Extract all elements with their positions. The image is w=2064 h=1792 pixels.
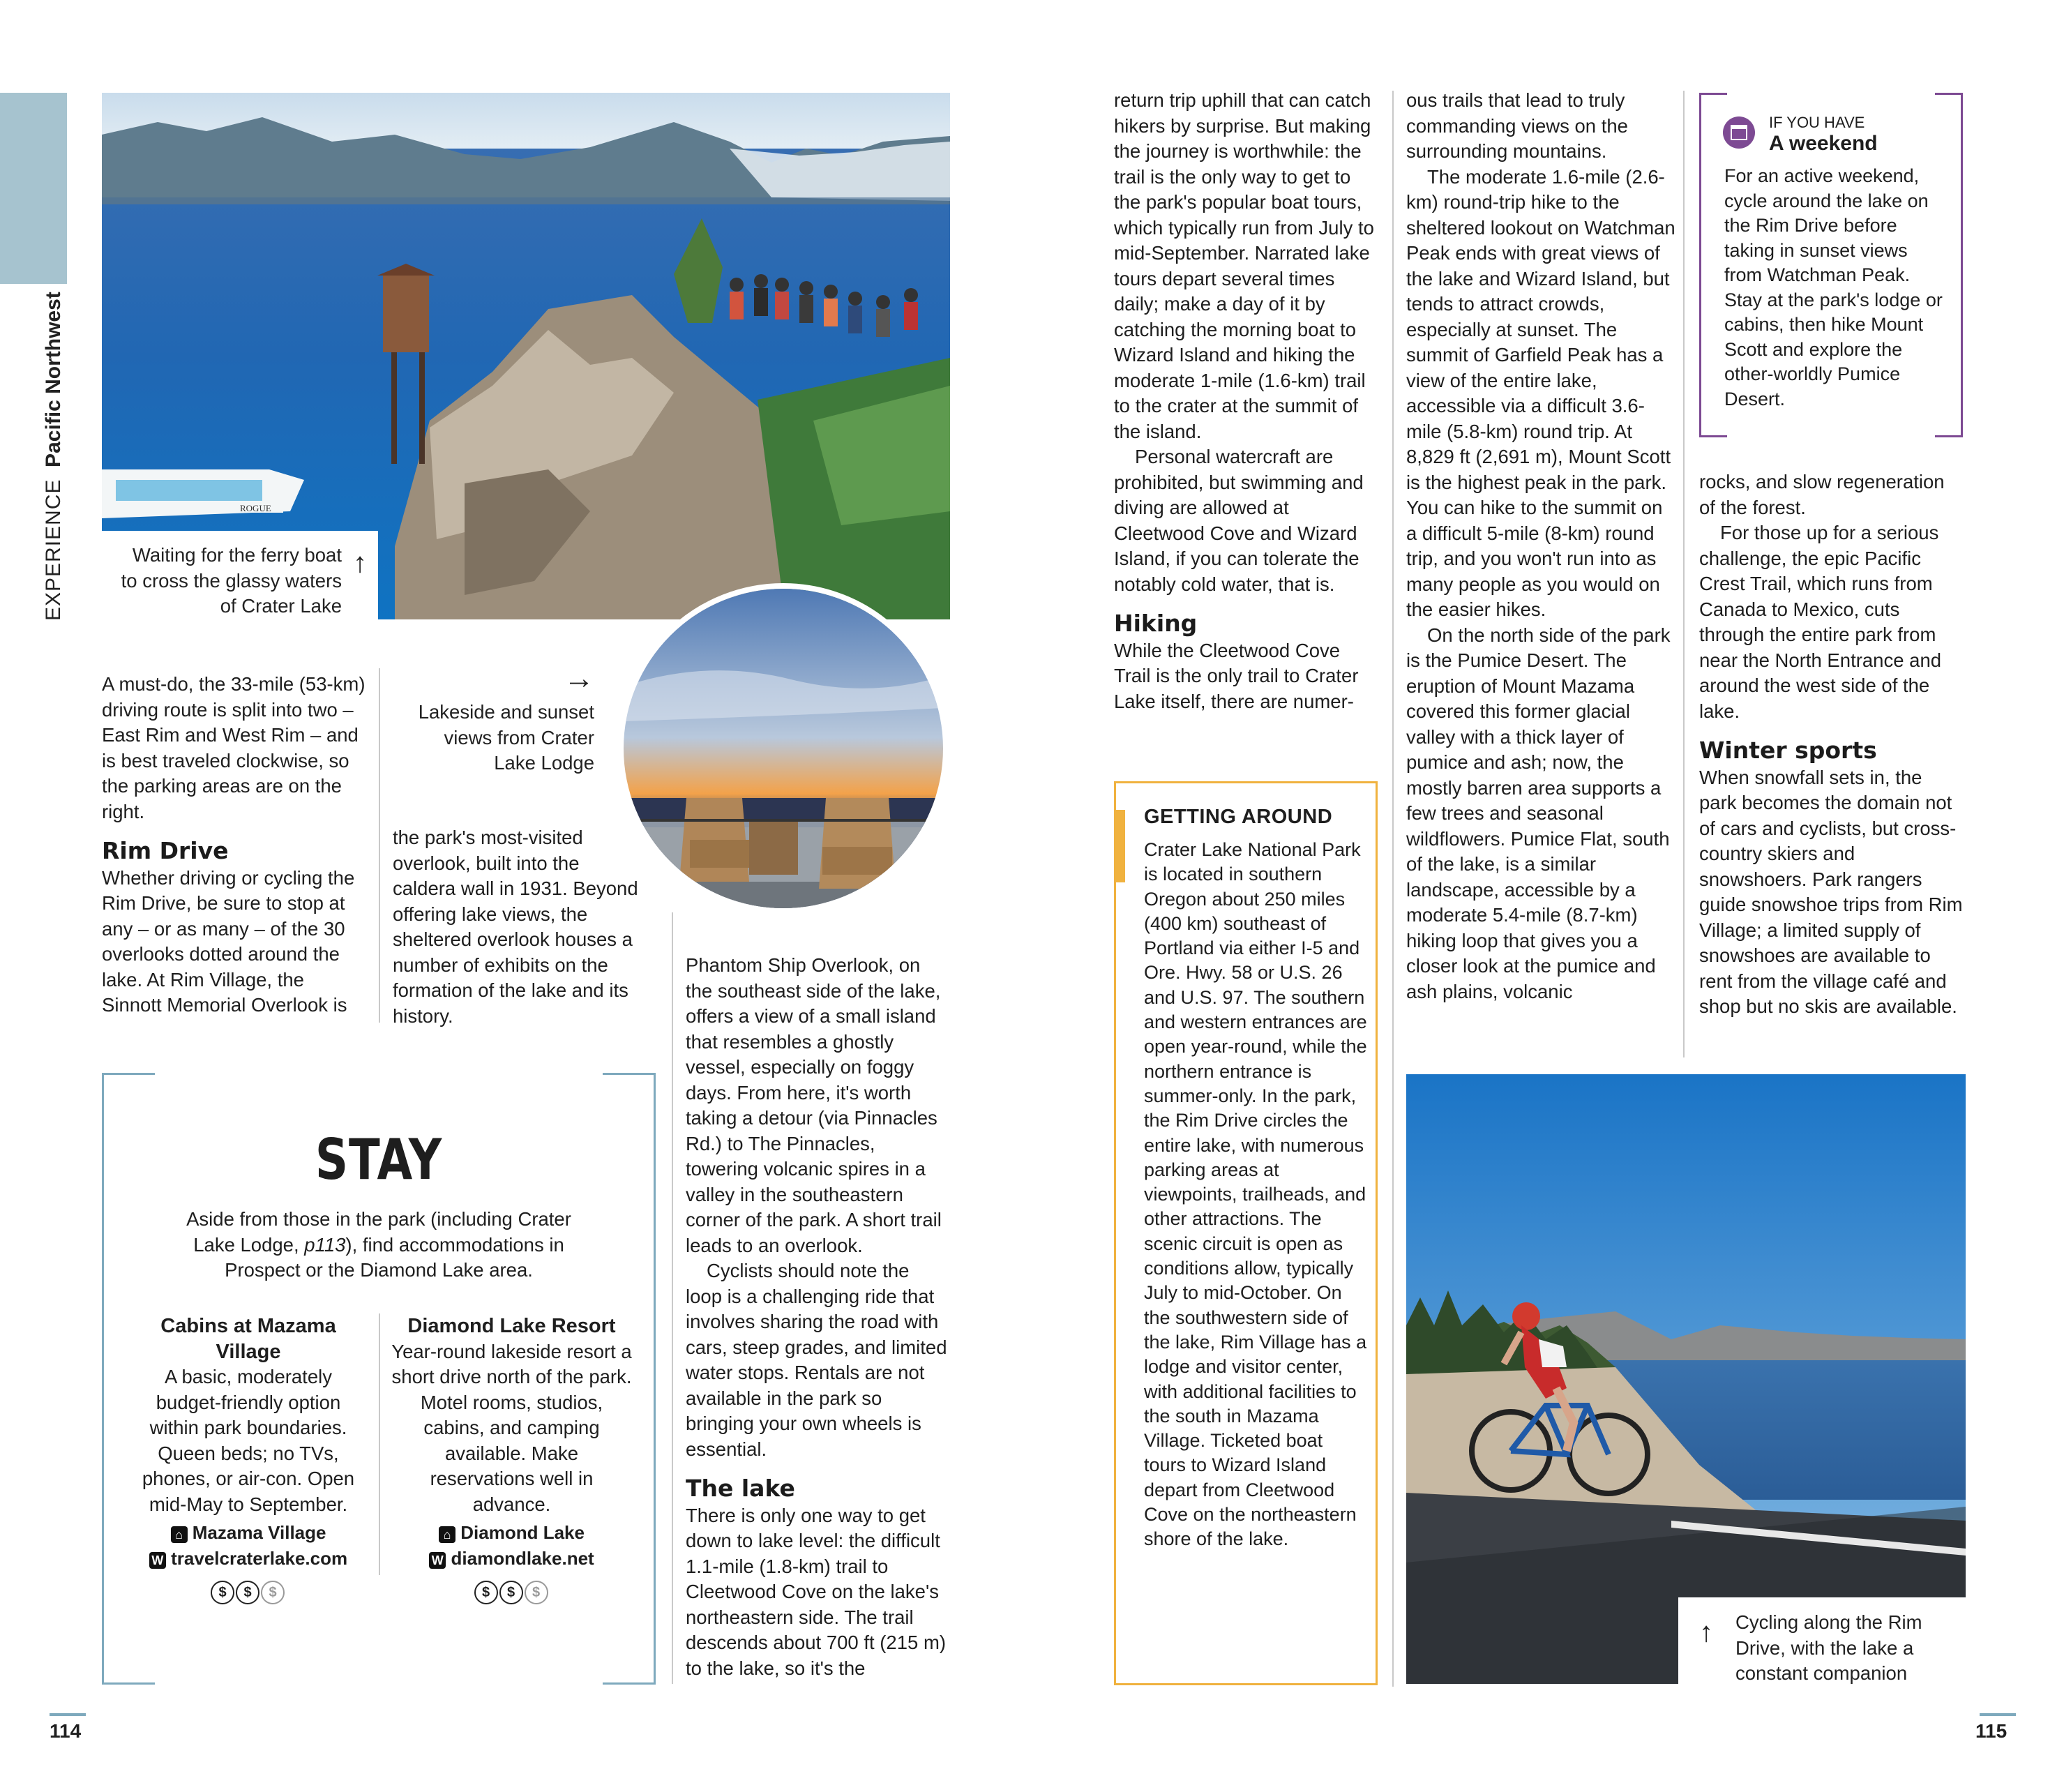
footer-line-right [1980, 1713, 2016, 1716]
price-rating [391, 1578, 632, 1604]
getting-around-box [1114, 781, 1378, 1685]
weekend-text: For an active weekend, cycle around the lake on the Rim Drive before taking in sunset views from Watchman Peak. Stay at the park's lodge or cabins, then hike Mount Scott and explore the other-worldly Pumice Desert. [1724, 165, 1943, 409]
col6-para3: When snowfall sets in, the park becomes the domain not of cars and cyclists, but cross-country skiers and snowshoers. Park rangers guide snowshoe trips from Rim Village; a limited supply of snowshoes are available to rent from the village café and shop but no skis are available. [1699, 766, 1963, 1017]
col2-text [393, 825, 647, 1029]
boat-name-text: ROGUE [240, 503, 271, 513]
price-dollar-icon: $ [499, 1581, 523, 1604]
photo2-caption-arrow-icon: → [564, 661, 594, 695]
stay-intro [172, 1207, 586, 1283]
calendar-icon [1723, 116, 1755, 149]
photo-cyclist-rim-drive [1406, 1074, 1966, 1684]
page-number-right: 115 [1975, 1720, 2007, 1742]
listing-web-link[interactable]: travelcraterlake.com [171, 1547, 348, 1569]
col1-para: Whether driving or cycling the Rim Drive, be sure to stop at any – or as many – of the 30 overlooks dotted around the lake. At Rim Village, the Sinnott Memorial Overlook is [102, 866, 355, 1016]
web-icon: W [429, 1552, 446, 1569]
weekend-kicker: IF YOU HAVE [1769, 114, 1865, 131]
listing-location-row [391, 1520, 632, 1546]
col4-para2: Personal watercraft are prohibited, but swimming and diving are allowed at Cleetwood Cove and Wizard Island, if you can tolerate the notably cold water, that is. [1114, 446, 1364, 595]
col3-para1: Phantom Ship Overlook, on the southeast side of the lake, offers a view of a small island that resembles a ghostly vessel, especially on foggy days. From here, it's worth taking a detour (via Pinnacles Rd.) to The Pinnacles, towering volcanic spires in a valley in the southeastern corner of the park. A short trail leads to an overlook. [686, 954, 942, 1256]
getting-around-text: Crater Lake National Park is located in southern Oregon about 250 miles (400 km) southeast of Portland via either I-5 and Ore. Hwy. 58 or U.S. 26 and U.S. 97. The southern and western entrances are open year-round, while the northern entrance is summer-only. In the park, the Rim Drive circles the entire lake, with numerous parking areas at viewpoints, trailheads, and other attractions. The scenic circuit is open as conditions allow, typically July to mid-October. On the southwestern side of the lake, Rim Village has a lodge and visitor center, with additional facilities to the south in Mazama Village. Ticketed boat tours to Wizard Island depart from Cleetwood Cove on the northeastern shore of the lake. [1144, 839, 1367, 1550]
price-dollar-icon: $ [474, 1581, 498, 1604]
photo2-caption: Lakeside and sunset views from Crater Lake Lodge [418, 701, 594, 774]
section-tab [0, 93, 67, 284]
heading-winter-sports: Winter sports [1699, 737, 1877, 764]
footer-line-left [50, 1713, 86, 1716]
listing-web-row[interactable] [137, 1546, 360, 1572]
stay-intro-b: ), find accommodations in Prospect or the Diamond Lake area. [225, 1233, 564, 1281]
section-label [42, 292, 66, 621]
home-icon: ⌂ [439, 1526, 455, 1543]
web-icon: W [149, 1552, 166, 1569]
section-label-region: Pacific Northwest [42, 292, 65, 467]
heading-the-lake: The lake [686, 1475, 795, 1502]
stay-listing-2 [391, 1313, 632, 1604]
listing-divider [379, 1313, 380, 1575]
stay-intro-ref: p113 [304, 1233, 346, 1256]
listing-web-link[interactable]: diamondlake.net [451, 1547, 594, 1569]
col6-para2: For those up for a serious challenge, the epic Pacific Crest Trail, which runs from Canada to Mexico, cuts through the entire park from near the North Entrance and around the west side of the lake. [1699, 522, 1942, 722]
heading-rim-drive: Rim Drive [102, 837, 229, 864]
price-dollar-icon: $ [236, 1581, 259, 1604]
weekend-box [1699, 93, 1963, 437]
col6-para1: rocks, and slow regeneration of the forest. [1699, 471, 1945, 518]
photo-lodge-sunset [618, 583, 949, 914]
column-divider [1683, 91, 1685, 1057]
home-icon: ⌂ [171, 1526, 188, 1543]
arrow-up-icon: ↑ [353, 548, 367, 578]
listing-name: Cabins at Mazama Village [160, 1315, 336, 1363]
heading-hiking: Hiking [1114, 610, 1198, 637]
column-divider [379, 668, 380, 1023]
col3-para2: Cyclists should note the loop is a challenging ride that involves sharing the road with cars, steep grades, and limited water stops. Rentals are not available in the park so bringing your own wheels is essential. [686, 1260, 947, 1460]
price-rating [137, 1578, 360, 1604]
col3-text [686, 953, 951, 1681]
photo1-caption: Waiting for the ferry boat to cross the glassy waters of Crater Lake [121, 544, 342, 617]
col1-intro: A must-do, the 33-mile (53-km) driving route is split into two – East Rim and West Rim – and is best traveled clockwise, so the parking areas are on the right. [102, 673, 366, 822]
col4-para3: While the Cleetwood Cove Trail is the only trail to Crater Lake itself, there are numer- [1114, 639, 1359, 712]
arrow-up-icon: ↑ [1699, 1617, 1713, 1648]
section-label-upper: EXPERIENCE [42, 479, 65, 621]
col3-para3: There is only one way to get down to lake level: the difficult 1.1-mile (1.8-km) trail to Cleetwood Cove on the lake's northeastern side. The trail descends about 700 ft (215 m) to the lake, so it's the [686, 1504, 947, 1679]
col5-para3: On the north side of the park is the Pumice Desert. The eruption of Mount Mazama covered this former glacial valley with a thick layer of pumice and ash; now, the mostly barren area supports a few trees and seasonal wildflowers. Pumice Flat, south of the lake, is a similar landscape, accessible by a moderate 5.4-mile (8.7-km) hiking loop that gives you a closer look at the pumice and ash plains, volcanic [1406, 624, 1671, 1002]
stay-intro-a: Aside from those in the park (including Crater Lake Lodge, [186, 1208, 571, 1256]
price-dollar-icon: $ [525, 1581, 548, 1604]
col6-text [1699, 469, 1964, 1020]
col5-para1: ous trails that lead to truly commanding views on the surrounding mountains. [1406, 89, 1628, 162]
column-divider [672, 912, 673, 1684]
weekend-title: A weekend [1769, 132, 1878, 155]
photo-cyclist-rim-drive-image [1406, 1074, 1966, 1684]
listing-desc: Year-round lakeside resort a short drive north of the park. Motel rooms, studios, cabins, and camping available. Make reservations well in advance. [391, 1340, 632, 1515]
column-divider [1392, 91, 1394, 1687]
col5-text [1406, 88, 1678, 1004]
listing-location-row [137, 1520, 360, 1546]
photo3-caption: Cycling along the Rim Drive, with the lake a constant companion [1735, 1611, 1922, 1684]
stay-listing-1 [137, 1313, 360, 1604]
listing-web-row[interactable] [391, 1546, 632, 1572]
photo-lodge-sunset-image [624, 589, 949, 914]
getting-around-title: GETTING AROUND [1144, 806, 1333, 828]
price-dollar-icon: $ [261, 1581, 285, 1604]
col2-para: the park's most-visited overlook, built into the caldera wall in 1931. Beyond offering lake views, the sheltered overlook houses a number of exhibits on the formation of the lake and its history. [393, 827, 638, 1027]
col4-text [1114, 88, 1379, 714]
price-dollar-icon: $ [211, 1581, 234, 1604]
page-number-left: 114 [50, 1720, 82, 1742]
col4-para1: return trip uphill that can catch hikers by surprise. But making the journey is worthwhile: the trail is the only way to get to the park's popular boat tours, which typically run from July to mid-September. Narrated lake tours depart several times daily; make a day of it by catching the morning boat to Wizard Island and hiking the moderate 1-mile (1.6-km) trail to the crater at the summit of the island. [1114, 89, 1374, 442]
col1-text [102, 672, 367, 1018]
getting-around-accent [1114, 810, 1125, 882]
listing-location: Diamond Lake [460, 1522, 585, 1543]
stay-title: STAY [315, 1127, 443, 1192]
listing-desc: A basic, moderately budget-friendly option within park boundaries. Queen beds; no TVs, phones, or air-con. Open mid-May to September. [142, 1366, 355, 1515]
photo-crater-lake-ferry [102, 93, 950, 619]
col5-para2: The moderate 1.6-mile (2.6-km) round-trip hike to the sheltered lookout on Watchman Peak ends with great views of the lake and Wizard Island, but tends to attract crowds, especially at sunset. The summit of Garfield Peak has a view of the entire lake, accessible via a difficult 3.6-mile (5.8-km) round trip. At 8,829 ft (2,691 m), Mount Scott is the highest peak in the park. You can hike to the summit on a difficult 5-mile (8-km) round trip, and you won't run into as many people as you would on the easier hikes. [1406, 165, 1675, 620]
stay-box [102, 1073, 656, 1685]
listing-location: Mazama Village [192, 1522, 326, 1543]
listing-name: Diamond Lake Resort [407, 1315, 616, 1337]
